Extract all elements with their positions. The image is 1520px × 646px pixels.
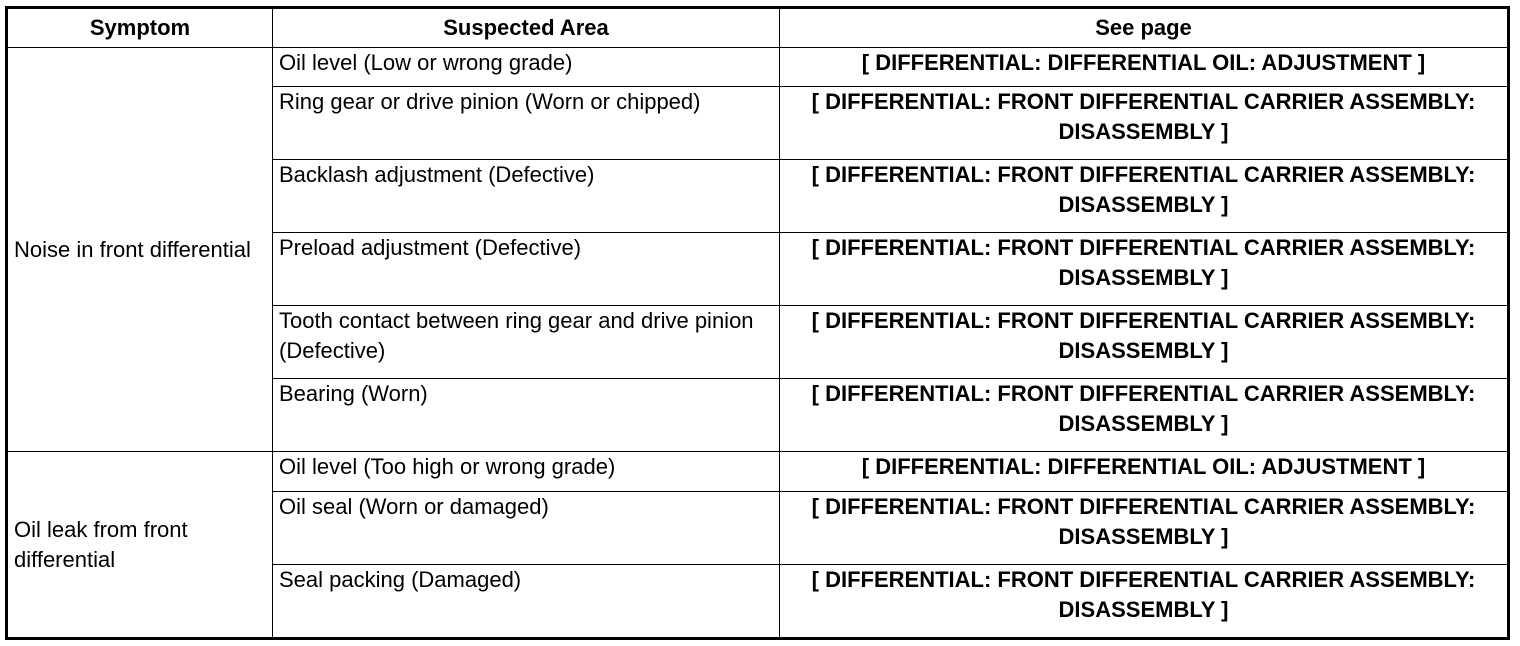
header-row (7, 8, 1509, 48)
symptom-cell: Oil leak from front differential (7, 452, 273, 639)
suspected-area-cell: Backlash adjustment (Defective) (273, 160, 780, 233)
see-page-link[interactable]: [ DIFFERENTIAL: FRONT DIFFERENTIAL CARRIER ASSEMBLY: DISASSEMBLY ] (780, 491, 1509, 564)
suspected-area-cell: Oil seal (Worn or damaged) (273, 491, 780, 564)
troubleshooting-table (5, 6, 1510, 640)
header-symptom: Symptom (7, 8, 273, 48)
see-page-link[interactable]: [ DIFFERENTIAL: FRONT DIFFERENTIAL CARRIER ASSEMBLY: DISASSEMBLY ] (780, 379, 1509, 452)
suspected-area-cell: Bearing (Worn) (273, 379, 780, 452)
suspected-area-cell: Oil level (Too high or wrong grade) (273, 452, 780, 491)
see-page-link[interactable]: [ DIFFERENTIAL: FRONT DIFFERENTIAL CARRIER ASSEMBLY: DISASSEMBLY ] (780, 160, 1509, 233)
header-suspected-area: Suspected Area (273, 8, 780, 48)
table-row (7, 452, 1509, 491)
suspected-area-cell: Tooth contact between ring gear and drive pinion (Defective) (273, 306, 780, 379)
suspected-area-cell: Preload adjustment (Defective) (273, 233, 780, 306)
see-page-link[interactable]: [ DIFFERENTIAL: FRONT DIFFERENTIAL CARRIER ASSEMBLY: DISASSEMBLY ] (780, 233, 1509, 306)
see-page-link[interactable]: [ DIFFERENTIAL: FRONT DIFFERENTIAL CARRIER ASSEMBLY: DISASSEMBLY ] (780, 87, 1509, 160)
suspected-area-cell: Seal packing (Damaged) (273, 564, 780, 638)
see-page-link[interactable]: [ DIFFERENTIAL: DIFFERENTIAL OIL: ADJUSTMENT ] (780, 48, 1509, 87)
suspected-area-cell: Ring gear or drive pinion (Worn or chipped) (273, 87, 780, 160)
header-see-page: See page (780, 8, 1509, 48)
see-page-link[interactable]: [ DIFFERENTIAL: DIFFERENTIAL OIL: ADJUSTMENT ] (780, 452, 1509, 491)
table-row (7, 48, 1509, 87)
see-page-link[interactable]: [ DIFFERENTIAL: FRONT DIFFERENTIAL CARRIER ASSEMBLY: DISASSEMBLY ] (780, 306, 1509, 379)
suspected-area-cell: Oil level (Low or wrong grade) (273, 48, 780, 87)
symptom-cell: Noise in front differential (7, 48, 273, 452)
see-page-link[interactable]: [ DIFFERENTIAL: FRONT DIFFERENTIAL CARRIER ASSEMBLY: DISASSEMBLY ] (780, 564, 1509, 638)
